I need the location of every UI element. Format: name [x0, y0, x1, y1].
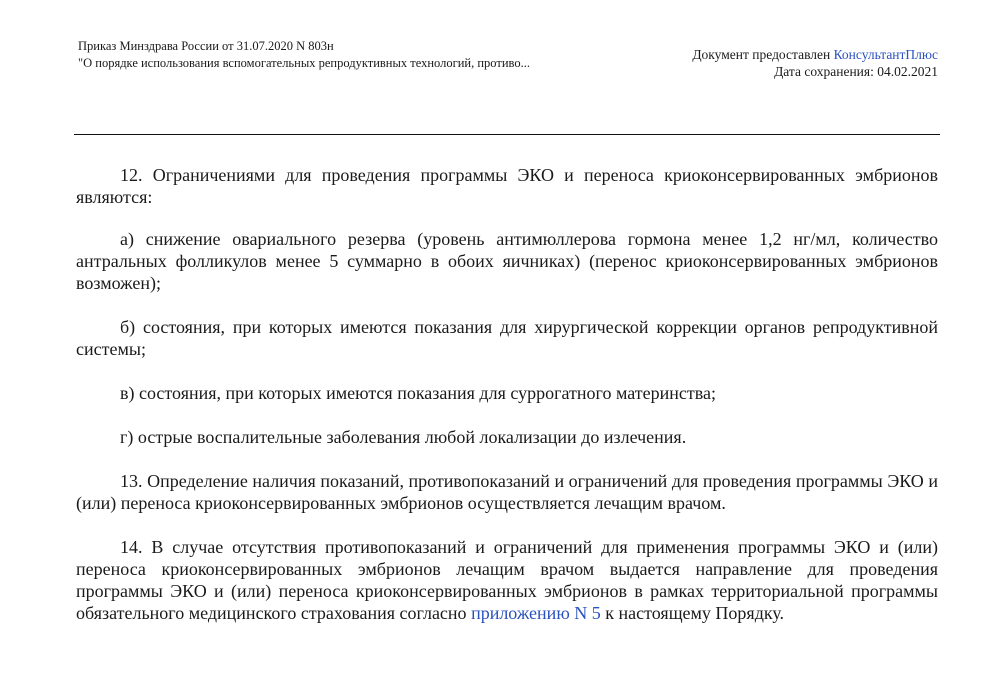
paragraph-14-tail: к настоящему Порядку.: [600, 603, 785, 623]
header-divider: [74, 134, 940, 135]
paragraph-14-text: 14. В случае отсутствия противопоказаний и ограничений для применения программы ЭКО и (или) переноса криоконсервированных эмбрионов лечащим врачом выдается направление для проведения программы ЭКО и (или) переноса криоконсервированных эмбрионов в рамках территориальной программы обязательного медицинского страхования согласно: [76, 537, 938, 623]
paragraph-12b: б) состояния, при которых имеются показания для хирургической коррекции органов репродуктивной системы;: [76, 317, 938, 359]
document-header-title: [78, 38, 538, 72]
paragraph-12v: в) состояния, при которых имеются показания для суррогатного материнства;: [120, 383, 716, 403]
consultant-plus-link[interactable]: КонсультантПлюс: [833, 47, 938, 62]
paragraph-13: 13. Определение наличия показаний, противопоказаний и ограничений для проведения программы ЭКО и (или) переноса криоконсервированных эмбрионов осуществляется лечащим врачом.: [76, 471, 938, 513]
paragraph-14: [76, 536, 938, 624]
document-title-line1: Приказ Минздрава России от 31.07.2020 N 803н: [78, 39, 334, 53]
save-date: Дата сохранения: 04.02.2021: [774, 64, 938, 79]
paragraph-12: 12. Ограничениями для проведения программы ЭКО и переноса криоконсервированных эмбрионов являются:: [76, 165, 938, 207]
paragraph-12a: а) снижение овариального резерва (уровень антимюллерова гормона менее 1,2 нг/мл, количество антральных фолликулов менее 5 суммарно в обоих яичниках) (перенос криоконсервированных эмбрионов возможен);: [76, 229, 938, 293]
document-header-source: [692, 46, 938, 80]
paragraph-12g: г) острые воспалительные заболевания любой локализации до излечения.: [120, 427, 687, 447]
appendix-5-link[interactable]: приложению N 5: [471, 603, 601, 623]
document-title-line2: "О порядке использования вспомогательных репродуктивных технологий, противо...: [78, 56, 530, 70]
document-body: [76, 164, 938, 624]
provided-by-prefix: Документ предоставлен: [692, 47, 834, 62]
provided-by: [692, 46, 938, 63]
